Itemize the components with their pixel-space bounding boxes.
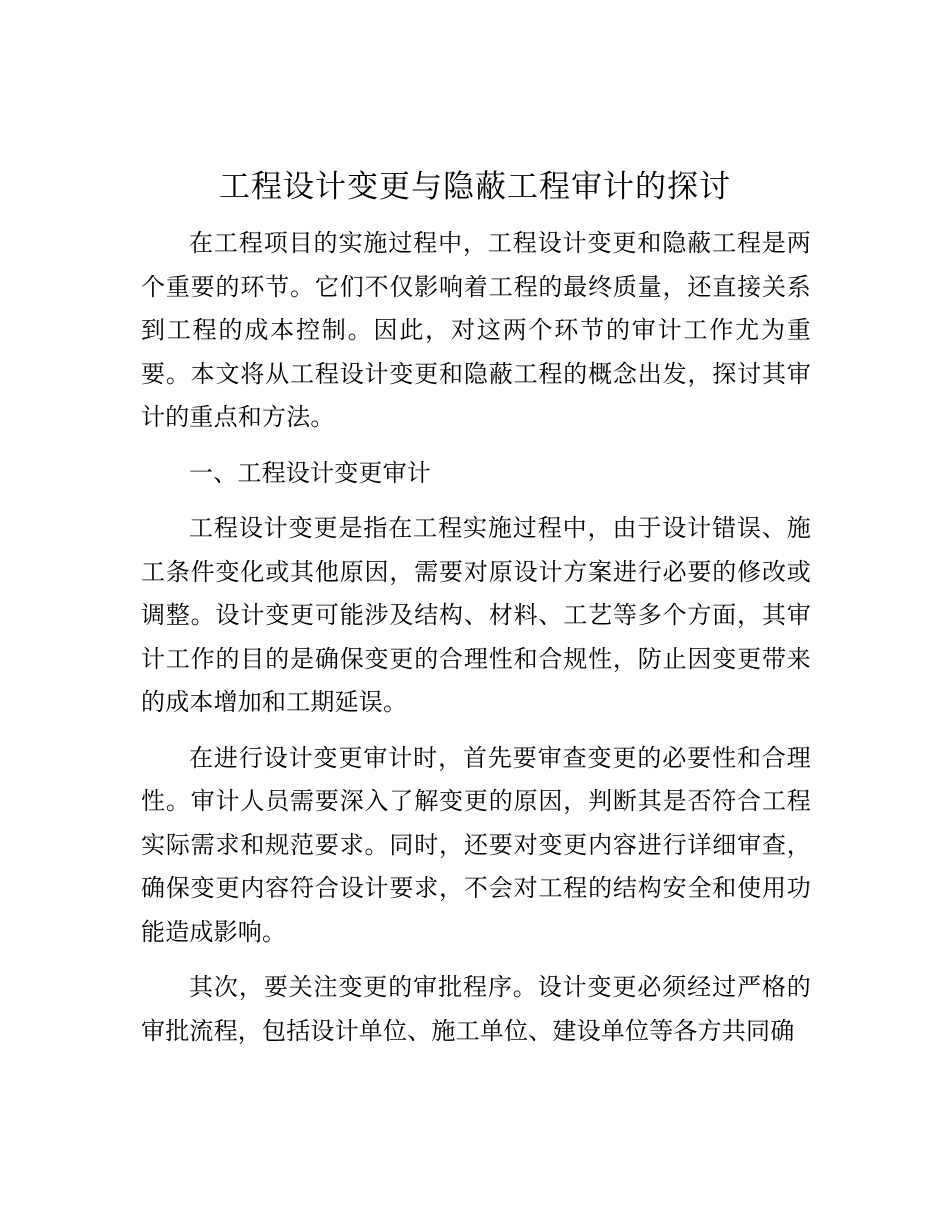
- paragraph-definition: 工程设计变更是指在工程实施过程中，由于设计错误、施工条件变化或其他原因，需要对原设计方案进行必要的修改或调整。设计变更可能涉及结构、材料、工艺等多个方面，其审计工作的目的是确保变更的合理性和合规性，防止因变更带来的成本增加和工期延误。: [141, 514, 811, 716]
- paragraph-approval-process: 其次，要关注变更的审批程序。设计变更必须经过严格的审批流程，包括设计单位、施工单位、建设单位等各方共同确: [141, 973, 811, 1045]
- paragraph-necessity-review: 在进行设计变更审计时，首先要审查变更的必要性和合理性。审计人员需要深入了解变更的原因，判断其是否符合工程实际需求和规范要求。同时，还要对变更内容进行详细审查，确保变更内容符合设计要求，不会对工程的结构安全和使用功能造成影响。: [141, 743, 811, 946]
- paragraph-intro: 在工程项目的实施过程中，工程设计变更和隐蔽工程是两个重要的环节。它们不仅影响着工程的最终质量，还直接关系到工程的成本控制。因此，对这两个环节的审计工作尤为重要。本文将从工程设计变更和隐蔽工程的概念出发，探讨其审计的重点和方法。: [141, 229, 811, 431]
- document-body: [141, 222, 811, 1065]
- document-title: 工程设计变更与隐蔽工程审计的探讨: [219, 169, 731, 205]
- section-heading: 一、工程设计变更审计: [189, 458, 431, 487]
